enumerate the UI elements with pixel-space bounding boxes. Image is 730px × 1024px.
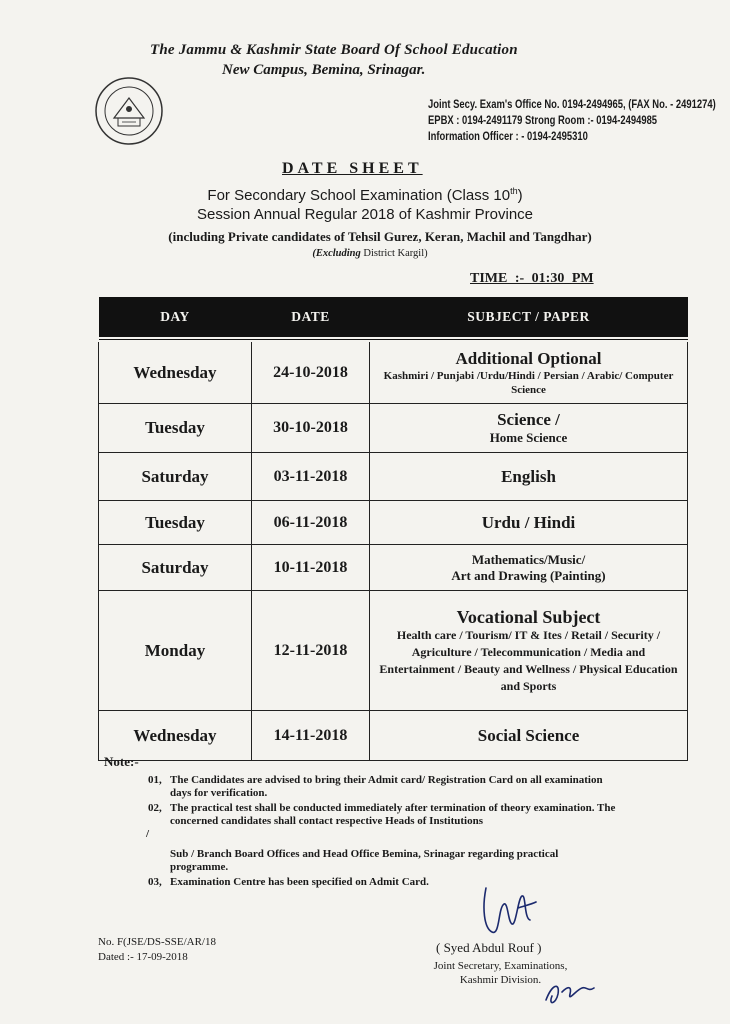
note-text: Examination Centre has been specified on Admit Card. bbox=[170, 876, 429, 888]
designation-line-1: Joint Secretary, Examinations, bbox=[433, 960, 568, 972]
signature-icon bbox=[478, 878, 538, 940]
row-date: 03-11-2018 bbox=[252, 453, 370, 501]
signer-name: ( Syed Abdul Rouf ) bbox=[436, 940, 542, 955]
note-text: The practical test shall be conducted immediately after termination of theory examination. The concerned candidates shall contact respective Heads of Institutions bbox=[170, 802, 616, 827]
table-row bbox=[99, 404, 688, 453]
subtitle-prefix: For Secondary School Examination (Class 10 bbox=[207, 187, 511, 204]
note-continuation: Sub / Branch Board Offices and Head Office Bemina, Srinagar regarding practical programme. bbox=[170, 848, 559, 873]
note-number: 01, bbox=[148, 774, 162, 786]
note-item bbox=[148, 876, 618, 889]
subtitle-suffix: ) bbox=[517, 187, 523, 204]
row-date: 14-11-2018 bbox=[252, 711, 370, 761]
board-name: The Jammu & Kashmir State Board Of School Education bbox=[150, 42, 518, 58]
row-date: 24-10-2018 bbox=[252, 340, 370, 404]
row-day: Monday bbox=[99, 591, 252, 711]
subject-detail: Health care / Tourism/ IT & Ites / Retail / Security / Agriculture / Telecommunication / Media and Entertainment / Beauty and Wellness / Physical Education and Sports bbox=[379, 627, 678, 693]
row-subject bbox=[370, 404, 688, 453]
exclusion-rest: District Kargil) bbox=[360, 248, 428, 259]
row-subject bbox=[370, 501, 688, 545]
note-item bbox=[148, 802, 618, 828]
subject-main: Science / bbox=[497, 410, 560, 429]
session-line: Session Annual Regular 2018 of Kashmir Province bbox=[196, 206, 534, 223]
table-row bbox=[99, 340, 688, 404]
table-row bbox=[99, 545, 688, 591]
subject-detail: Home Science bbox=[489, 430, 568, 445]
contact-line: Information Officer : - 0194-2495310 bbox=[428, 131, 588, 143]
row-subject bbox=[370, 591, 688, 711]
row-subject bbox=[370, 545, 688, 591]
board-address: New Campus, Bemina, Srinagar. bbox=[222, 62, 426, 78]
note-number: 03, bbox=[148, 876, 162, 888]
subject-main: Mathematics/Music/ bbox=[471, 551, 586, 567]
table-row bbox=[99, 711, 688, 761]
row-date: 30-10-2018 bbox=[252, 404, 370, 453]
contact-line: EPBX : 0194-2491179 Strong Room :- 0194-2494985 bbox=[428, 115, 658, 127]
subject-main: Additional Optional bbox=[455, 348, 602, 368]
exam-time: TIME :- 01:30 PM bbox=[470, 271, 594, 286]
row-day: Wednesday bbox=[99, 711, 252, 761]
subject-detail: Kashmiri / Punjabi /Urdu/Hindi / Persian / Arabic/ Computer Science bbox=[383, 369, 674, 396]
note-text: The Candidates are advised to bring their Admit card/ Registration Card on all examination days for verification. bbox=[170, 774, 603, 799]
table-row bbox=[99, 453, 688, 501]
initials-icon bbox=[542, 970, 598, 1010]
inclusion-line: (including Private candidates of Tehsil Gurez, Keran, Machil and Tangdhar) bbox=[168, 229, 592, 244]
date-sheet-table bbox=[98, 297, 688, 761]
row-date: 12-11-2018 bbox=[252, 591, 370, 711]
subtitle-sup: th bbox=[510, 186, 518, 196]
row-subject bbox=[370, 340, 688, 404]
reference-number: No. F(JSE/DS-SSE/AR/18 bbox=[98, 936, 216, 948]
note-number: 02, bbox=[148, 802, 162, 814]
row-day: Tuesday bbox=[99, 501, 252, 545]
header-subject: SUBJECT / PAPER bbox=[370, 297, 688, 340]
notes-heading: Note:- bbox=[104, 754, 139, 769]
subject-main: English bbox=[501, 466, 556, 486]
header-date: DATE bbox=[252, 297, 370, 340]
dated: Dated :- 17-09-2018 bbox=[98, 951, 188, 963]
subject-main: Vocational Subject bbox=[456, 606, 601, 627]
note-item bbox=[148, 774, 618, 800]
row-date: 06-11-2018 bbox=[252, 501, 370, 545]
board-seal-icon bbox=[94, 76, 164, 146]
table-header-row bbox=[99, 297, 688, 340]
row-day: Saturday bbox=[99, 545, 252, 591]
page-title: DATE SHEET bbox=[282, 160, 423, 177]
notes-list bbox=[148, 774, 618, 891]
header-day: DAY bbox=[99, 297, 252, 340]
row-subject bbox=[370, 711, 688, 761]
table-row bbox=[99, 591, 688, 711]
row-day: Tuesday bbox=[99, 404, 252, 453]
row-day: Wednesday bbox=[99, 340, 252, 404]
contact-numbers bbox=[428, 97, 716, 145]
designation-line-2: Kashmir Division. bbox=[459, 974, 542, 986]
subject-detail: Art and Drawing (Painting) bbox=[451, 567, 606, 583]
reference-block bbox=[98, 935, 216, 965]
subject-main: Urdu / Hindi bbox=[481, 512, 576, 532]
subject-main: Social Science bbox=[477, 725, 580, 745]
exam-subtitle bbox=[0, 186, 730, 204]
table-row bbox=[99, 501, 688, 545]
exclusion-prefix: (Excluding bbox=[312, 248, 361, 259]
row-date: 10-11-2018 bbox=[252, 545, 370, 591]
row-subject bbox=[370, 453, 688, 501]
row-day: Saturday bbox=[99, 453, 252, 501]
exclusion-line bbox=[0, 248, 730, 259]
contact-line: Joint Secy. Exam's Office No. 0194-2494965, (FAX No. - 2491274) bbox=[428, 99, 716, 111]
stray-mark: / bbox=[146, 828, 150, 840]
